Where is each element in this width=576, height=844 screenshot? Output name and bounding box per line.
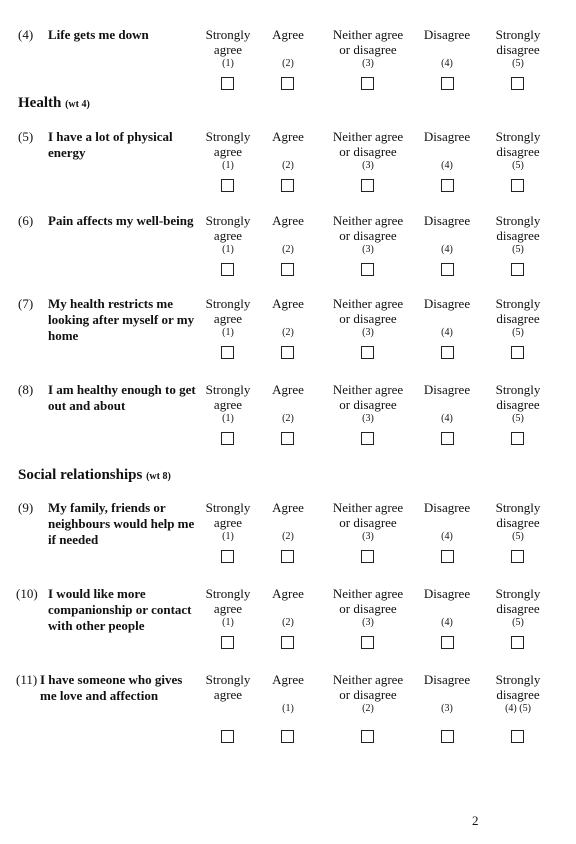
option-label: Strongly disagree xyxy=(495,129,541,159)
section-title: Social relationships xyxy=(18,467,143,483)
checkbox-disagree[interactable] xyxy=(441,77,454,90)
checkbox-strongly-disagree[interactable] xyxy=(511,730,524,743)
option-code: (3) xyxy=(362,413,374,424)
option-code: (2) xyxy=(282,58,294,69)
option-neither xyxy=(326,382,410,425)
option-code: (4) xyxy=(441,413,453,424)
option-label: Neither agree or disagree xyxy=(332,213,404,243)
option-label: Agree xyxy=(272,129,304,144)
option-label: Neither agree or disagree xyxy=(332,500,404,530)
option-label: Strongly agree xyxy=(205,672,251,702)
checkbox-strongly-agree[interactable] xyxy=(221,550,234,563)
option-code: (1) xyxy=(222,244,234,255)
option-strongly-disagree xyxy=(488,672,548,715)
option-label: Disagree xyxy=(423,672,471,687)
checkbox-neither[interactable] xyxy=(361,432,374,445)
checkbox-disagree[interactable] xyxy=(441,730,454,743)
option-code: (1) xyxy=(222,327,234,338)
question-number: (9) xyxy=(18,500,34,515)
section-heading-social xyxy=(18,467,171,484)
checkbox-disagree[interactable] xyxy=(441,432,454,445)
option-code: (4) xyxy=(441,244,453,255)
checkbox-strongly-disagree[interactable] xyxy=(511,346,524,359)
checkbox-neither[interactable] xyxy=(361,346,374,359)
option-label: Neither agree or disagree xyxy=(332,586,404,616)
checkbox-agree[interactable] xyxy=(281,263,294,276)
option-strongly-disagree xyxy=(488,296,548,339)
option-label: Strongly disagree xyxy=(495,672,541,702)
checkbox-agree[interactable] xyxy=(281,432,294,445)
option-code: (2) xyxy=(282,160,294,171)
question-number: (5) xyxy=(18,129,34,144)
option-strongly-agree xyxy=(200,586,256,629)
checkbox-strongly-disagree[interactable] xyxy=(511,77,524,90)
question-text: I am healthy enough to get out and about xyxy=(48,382,196,413)
option-code: (2) xyxy=(282,531,294,542)
checkbox-strongly-agree[interactable] xyxy=(221,730,234,743)
section-weight: (wt 8) xyxy=(146,471,171,482)
option-label: Agree xyxy=(272,213,304,228)
page-number: 2 xyxy=(472,813,479,828)
option-neither xyxy=(326,27,410,70)
checkbox-strongly-agree[interactable] xyxy=(221,263,234,276)
option-label: Disagree xyxy=(423,500,471,515)
option-code: (2) xyxy=(282,327,294,338)
checkbox-agree[interactable] xyxy=(281,346,294,359)
checkbox-neither[interactable] xyxy=(361,179,374,192)
option-label: Strongly agree xyxy=(205,296,251,326)
option-code: (1) xyxy=(222,531,234,542)
option-strongly-disagree xyxy=(488,129,548,172)
option-strongly-agree xyxy=(200,296,256,339)
option-strongly-agree xyxy=(200,672,256,702)
option-code: (1) xyxy=(282,703,294,714)
option-code: (1) xyxy=(222,413,234,424)
checkbox-strongly-agree[interactable] xyxy=(221,432,234,445)
option-neither xyxy=(326,672,410,715)
option-code: (4) xyxy=(441,617,453,628)
option-agree xyxy=(266,213,310,256)
question-number: (10) xyxy=(16,586,38,601)
option-agree xyxy=(266,672,310,715)
option-code: (2) xyxy=(282,244,294,255)
question-text: My family, friends or neighbours would help me if needed xyxy=(48,500,195,547)
option-code: (5) xyxy=(512,160,524,171)
checkbox-agree[interactable] xyxy=(281,179,294,192)
option-neither xyxy=(326,500,410,543)
option-code: (5) xyxy=(512,327,524,338)
option-label: Strongly agree xyxy=(205,586,251,616)
question-number: (8) xyxy=(18,382,34,397)
option-label: Agree xyxy=(272,296,304,311)
option-neither xyxy=(326,213,410,256)
option-label: Strongly agree xyxy=(205,129,251,159)
option-code: (4) xyxy=(441,58,453,69)
option-code: (2) xyxy=(362,703,374,714)
option-disagree xyxy=(418,382,476,425)
option-label: Agree xyxy=(272,27,304,42)
option-label: Agree xyxy=(272,586,304,601)
option-code: (3) xyxy=(362,617,374,628)
option-code: (3) xyxy=(362,531,374,542)
checkbox-strongly-disagree[interactable] xyxy=(511,263,524,276)
option-label: Disagree xyxy=(423,586,471,601)
option-strongly-disagree xyxy=(488,27,548,70)
option-disagree xyxy=(418,27,476,70)
checkbox-strongly-disagree[interactable] xyxy=(511,432,524,445)
option-agree xyxy=(266,382,310,425)
option-agree xyxy=(266,586,310,629)
option-code: (3) xyxy=(362,244,374,255)
question-text: Life gets me down xyxy=(48,27,149,42)
question-number: (11) xyxy=(16,672,38,687)
option-code: (4) xyxy=(441,160,453,171)
option-neither xyxy=(326,586,410,629)
checkbox-disagree[interactable] xyxy=(441,179,454,192)
checkbox-agree[interactable] xyxy=(281,77,294,90)
option-strongly-agree xyxy=(200,129,256,172)
option-disagree xyxy=(418,213,476,256)
option-code: (1) xyxy=(222,617,234,628)
checkbox-neither[interactable] xyxy=(361,77,374,90)
option-code: (5) xyxy=(512,58,524,69)
option-code: (3) xyxy=(362,327,374,338)
question-text: My health restricts me looking after myself or my home xyxy=(48,296,195,343)
option-label: Disagree xyxy=(423,296,471,311)
option-strongly-agree xyxy=(200,382,256,425)
option-code: (3) xyxy=(441,703,453,714)
section-heading-health xyxy=(18,95,90,112)
option-label: Strongly disagree xyxy=(495,382,541,412)
question-number: (6) xyxy=(18,213,34,228)
option-label: Neither agree or disagree xyxy=(332,382,404,412)
option-disagree xyxy=(418,500,476,543)
checkbox-strongly-agree[interactable] xyxy=(221,179,234,192)
option-code: (2) xyxy=(282,413,294,424)
option-disagree xyxy=(418,296,476,339)
option-code: (4) xyxy=(441,327,453,338)
option-label: Disagree xyxy=(423,213,471,228)
option-label: Neither agree or disagree xyxy=(332,296,404,326)
question-text: I have a lot of physical energy xyxy=(48,129,173,160)
option-strongly-disagree xyxy=(488,213,548,256)
option-neither xyxy=(326,129,410,172)
checkbox-strongly-agree[interactable] xyxy=(221,346,234,359)
checkbox-neither[interactable] xyxy=(361,550,374,563)
option-code: (2) xyxy=(282,617,294,628)
option-label: Neither agree or disagree xyxy=(332,672,404,702)
option-code: (5) xyxy=(512,531,524,542)
option-label: Strongly disagree xyxy=(495,213,541,243)
checkbox-strongly-disagree[interactable] xyxy=(511,550,524,563)
checkbox-neither[interactable] xyxy=(361,730,374,743)
option-label: Disagree xyxy=(423,382,471,397)
option-agree xyxy=(266,296,310,339)
option-code: (5) xyxy=(512,413,524,424)
option-strongly-agree xyxy=(200,213,256,256)
option-strongly-agree xyxy=(200,500,256,543)
option-agree xyxy=(266,129,310,172)
option-label: Disagree xyxy=(423,129,471,144)
question-number: (7) xyxy=(18,296,34,311)
option-agree xyxy=(266,27,310,70)
option-code: (1) xyxy=(222,160,234,171)
option-label: Strongly disagree xyxy=(495,296,541,326)
option-disagree xyxy=(418,586,476,629)
option-code: (4) xyxy=(441,531,453,542)
option-neither xyxy=(326,296,410,339)
question-text: Pain affects my well-being xyxy=(48,213,194,228)
checkbox-strongly-disagree[interactable] xyxy=(511,179,524,192)
option-label: Neither agree or disagree xyxy=(332,129,404,159)
section-weight: (wt 4) xyxy=(65,99,90,110)
option-strongly-disagree xyxy=(488,586,548,629)
option-code: (3) xyxy=(362,58,374,69)
checkbox-neither[interactable] xyxy=(361,263,374,276)
option-disagree xyxy=(418,672,476,715)
option-label: Agree xyxy=(272,382,304,397)
checkbox-strongly-agree[interactable] xyxy=(221,636,234,649)
option-label: Strongly disagree xyxy=(495,27,541,57)
checkbox-agree[interactable] xyxy=(281,550,294,563)
option-code: (5) xyxy=(512,244,524,255)
option-disagree xyxy=(418,129,476,172)
option-code: (1) xyxy=(222,58,234,69)
checkbox-agree[interactable] xyxy=(281,730,294,743)
option-code: (4) (5) xyxy=(505,703,531,714)
checkbox-disagree[interactable] xyxy=(441,263,454,276)
option-label: Strongly agree xyxy=(205,213,251,243)
question-text: I have someone who gives me love and affection xyxy=(40,672,183,703)
checkbox-disagree[interactable] xyxy=(441,550,454,563)
option-code: (3) xyxy=(362,160,374,171)
option-strongly-disagree xyxy=(488,500,548,543)
option-label: Neither agree or disagree xyxy=(332,27,404,57)
question-number: (4) xyxy=(18,27,34,42)
section-title: Health xyxy=(18,95,62,111)
option-label: Strongly agree xyxy=(205,500,251,530)
checkbox-agree[interactable] xyxy=(281,636,294,649)
option-strongly-disagree xyxy=(488,382,548,425)
option-label: Disagree xyxy=(423,27,471,42)
option-label: Agree xyxy=(272,500,304,515)
checkbox-strongly-agree[interactable] xyxy=(221,77,234,90)
option-strongly-agree xyxy=(200,27,256,70)
option-label: Strongly disagree xyxy=(495,500,541,530)
option-code: (5) xyxy=(512,617,524,628)
checkbox-neither[interactable] xyxy=(361,636,374,649)
option-agree xyxy=(266,500,310,543)
option-label: Strongly agree xyxy=(205,382,251,412)
checkbox-disagree[interactable] xyxy=(441,636,454,649)
question-text: I would like more companionship or contact with other people xyxy=(48,586,192,633)
checkbox-strongly-disagree[interactable] xyxy=(511,636,524,649)
checkbox-disagree[interactable] xyxy=(441,346,454,359)
option-label: Strongly agree xyxy=(205,27,251,57)
option-label: Agree xyxy=(272,672,304,687)
option-label: Strongly disagree xyxy=(495,586,541,616)
